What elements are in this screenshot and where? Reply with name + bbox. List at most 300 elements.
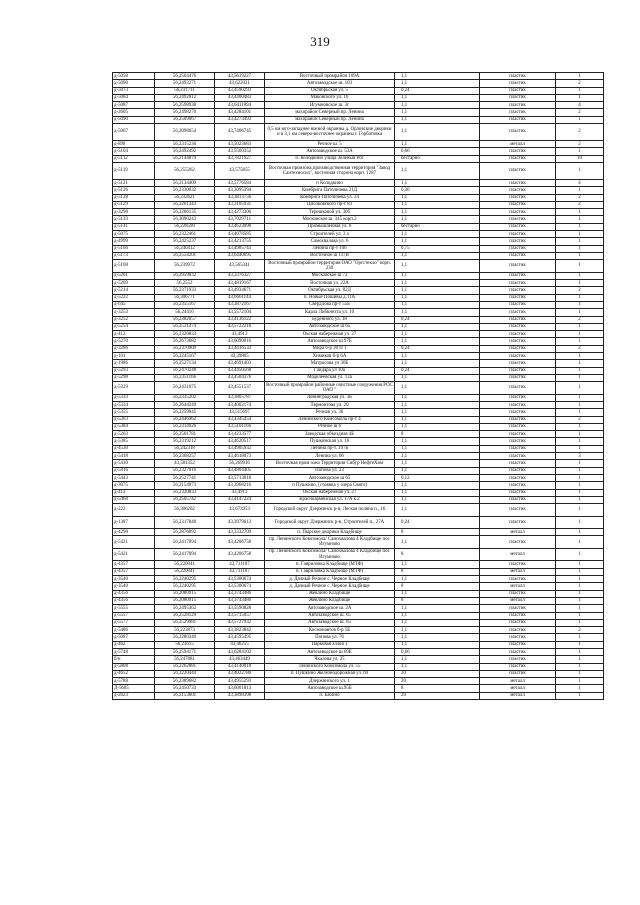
volume-cell: 0,36: [395, 187, 480, 194]
point-id-cell: д-5333: [113, 394, 155, 401]
address-cell: Речная ул. 36: [265, 409, 395, 416]
material-cell: пластик: [480, 453, 556, 460]
volume-cell: 1,1: [395, 109, 480, 116]
longitude-cell: 43,4913: [215, 489, 265, 496]
address-cell: Окская набережная ул. 27: [265, 489, 395, 496]
material-cell: пластик: [480, 612, 556, 619]
address-cell: Гайдара ул 10а: [265, 367, 395, 374]
address-cell: п. Бабино: [265, 692, 395, 699]
count-cell: 1: [556, 548, 604, 561]
volume-cell: 1,1: [395, 287, 480, 294]
volume-cell: 1,1: [395, 438, 480, 445]
table-row: [113, 223, 604, 230]
volume-cell: 0,12: [395, 474, 480, 481]
address-cell: Окская набережная ул. 27: [265, 331, 395, 338]
material-cell: металл: [480, 529, 556, 536]
latitude-cell: 56,2240295: [155, 583, 215, 590]
latitude-cell: 56,220041: [155, 561, 215, 568]
address-cell: Восточный промрайон районные очистные сооружения РОС ОАО ": [266, 382, 393, 393]
count-cell: 1: [556, 116, 604, 123]
volume-cell: 1,1: [395, 260, 480, 273]
volume-cell: 1,1: [395, 536, 480, 549]
material-cell: пластик: [480, 590, 556, 597]
material-cell: пластик: [480, 627, 556, 634]
volume-cell: бестарно: [395, 223, 480, 230]
count-cell: 1: [556, 568, 604, 575]
volume-cell: 1,1: [395, 194, 480, 201]
point-id-cell: д-5421: [113, 548, 155, 561]
point-id-cell: д-5355: [113, 409, 155, 416]
material-cell: пластик: [480, 260, 556, 273]
latitude-cell: 56,2317848: [155, 516, 215, 529]
latitude-cell: 56,2080915: [155, 590, 215, 597]
address-cell: Дзержинского ул. 1: [265, 678, 395, 685]
material-cell: пластик: [480, 536, 556, 549]
material-cell: пластик: [480, 561, 556, 568]
volume-cell: 1,1: [395, 353, 480, 360]
count-cell: 1: [556, 187, 604, 194]
point-id-cell: д-5334: [113, 401, 155, 408]
longitude-cell: 43,6661144: [215, 294, 265, 301]
count-cell: 2: [556, 627, 604, 634]
latitude-cell: 56,2552: [155, 280, 215, 287]
table-row: [113, 670, 604, 677]
table-row: [113, 194, 604, 201]
count-cell: 2: [556, 287, 604, 294]
volume-cell: 1,1: [395, 489, 480, 496]
address-cell: Чкалова ул. 25: [265, 656, 395, 663]
point-id-cell: д-5468: [113, 496, 155, 503]
address-cell: Восточное ш 117В: [265, 252, 395, 259]
volume-cell: 1,1: [395, 216, 480, 223]
material-cell: пластик: [480, 162, 556, 179]
point-id-cell: д-3286: [113, 345, 155, 352]
point-id-cell: д-5166: [113, 245, 155, 252]
table-row: [113, 374, 604, 381]
count-cell: 2: [556, 345, 604, 352]
point-id-cell: д-4999: [113, 238, 155, 245]
count-cell: 1: [556, 597, 604, 604]
address-cell: пр. Ленинского Комсомола/ Самохвалова 4 Кладбище пос Игумново: [265, 548, 395, 561]
table-row: [113, 294, 604, 301]
volume-cell: 0,24: [395, 87, 480, 94]
count-cell: 1: [556, 474, 604, 481]
address-cell: Автозаводское ш 69Е: [265, 649, 395, 656]
latitude-cell: 56,2509067: [155, 116, 215, 123]
material-cell: пластик: [480, 656, 556, 663]
latitude-cell: 56,24416: [155, 309, 215, 316]
point-id-cell: д-5385: [113, 438, 155, 445]
volume-cell: 0,66: [395, 649, 480, 656]
material-cell: металл: [480, 597, 556, 604]
material-cell: пластик: [480, 301, 556, 308]
count-cell: 1: [556, 445, 604, 452]
address-cell: Речное ш 6: [265, 423, 395, 430]
material-cell: пластик: [480, 489, 556, 496]
address-cell: Автозаводское ш 65: [265, 323, 395, 330]
address-cell: Московское ш. 345 корп.2: [265, 216, 395, 223]
point-id-cell: д-5254: [113, 323, 155, 330]
count-cell: 1: [556, 656, 604, 663]
address-cell: Московское ш 72: [265, 272, 395, 279]
point-id-cell: д-5416: [113, 467, 155, 474]
count-cell: 1: [556, 576, 604, 583]
latitude-cell: 56,2154973: [155, 482, 215, 489]
volume-cell: 1,1: [395, 576, 480, 583]
volume-cell: 1,1: [395, 445, 480, 452]
table-row: [113, 252, 604, 259]
count-cell: 1: [556, 489, 604, 496]
table-row: [113, 353, 604, 360]
latitude-cell: 56,2315236: [155, 141, 215, 148]
table-row: [113, 516, 604, 529]
address-cell: п Пушкино, (стоянка у озера Свято): [265, 482, 395, 489]
table-row: [113, 272, 604, 279]
material-cell: пластик: [480, 445, 556, 452]
material-cell: пластик: [480, 482, 556, 489]
material-cell: пластик: [480, 423, 556, 430]
latitude-cell: 56,240412: [155, 245, 215, 252]
volume-cell: 1,1: [395, 141, 480, 148]
count-cell: 1: [556, 438, 604, 445]
address-cell: махорайон Северный пр. Ленина: [265, 109, 395, 116]
address-cell: Парковая аллея 1: [265, 641, 395, 648]
latitude-cell: 56,2351166: [155, 374, 215, 381]
latitude-cell: 56,2529981: [155, 619, 215, 626]
longitude-cell: 43,4078585: [215, 231, 265, 238]
address-cell: Маковского ул. 16: [265, 94, 395, 101]
address-cell: Комбрига Патоличева ул. 24: [265, 194, 395, 201]
volume-cell: 1,1: [395, 231, 480, 238]
address-cell: Матросова ул 30Б: [265, 360, 395, 367]
latitude-cell: 56,2240295: [155, 576, 215, 583]
latitude-cell: 56,2080915: [155, 597, 215, 604]
volume-cell: 1,1: [395, 209, 480, 216]
material-cell: пластик: [480, 576, 556, 583]
latitude-cell: 56,2355167: [155, 301, 215, 308]
count-cell: 1: [556, 663, 604, 670]
table-row: [113, 187, 604, 194]
point-id-cell: д-412: [113, 489, 155, 496]
longitude-cell: 43,4691403: [215, 360, 265, 367]
longitude-cell: 43,4022780: [215, 670, 265, 677]
longitude-cell: 43,565341: [215, 260, 265, 273]
address-cell: Циолковского пр-т 83: [265, 201, 395, 208]
point-id-cell: д-5133: [113, 216, 155, 223]
point-id-cell: д-5087: [113, 102, 155, 109]
latitude-cell: 56,2554201: [155, 252, 215, 259]
longitude-cell: 43,5300674: [215, 576, 265, 583]
count-cell: 1: [556, 504, 604, 517]
count-cell: 1: [556, 323, 604, 330]
address-cell: Октябрьская ул. 5: [265, 87, 395, 94]
address-cell: Октябрьская ул. 82Д: [265, 287, 395, 294]
latitude-cell: 56,242318: [155, 445, 215, 452]
latitude-cell: 56,2330032: [155, 187, 215, 194]
table-row: [113, 453, 604, 460]
longitude-cell: 43,4273306: [215, 209, 265, 216]
longitude-cell: 43,4618073: [215, 453, 265, 460]
longitude-cell: 43,3743486: [215, 590, 265, 597]
latitude-cell: 56,3090243: [155, 216, 215, 223]
volume-cell: 1,1: [395, 124, 480, 141]
volume-cell: 1,1: [395, 80, 480, 87]
latitude-cell: 56,2245167: [155, 353, 215, 360]
point-id-cell: Д-5605: [113, 685, 155, 692]
material-cell: пластик: [480, 663, 556, 670]
table-row: [113, 641, 604, 648]
point-id-cell: б/н: [113, 656, 155, 663]
count-cell: 1: [556, 612, 604, 619]
volume-cell: 1,1: [395, 656, 480, 663]
point-id-cell: д-5090: [113, 80, 155, 87]
count-cell: 2: [556, 124, 604, 141]
address-cell: Промышленная ул. 6: [265, 223, 395, 230]
table-row: [113, 504, 604, 517]
latitude-cell: 56,2431675: [155, 382, 215, 395]
volume-cell: 1,1: [395, 416, 480, 423]
latitude-cell: 56,239972: [155, 260, 215, 273]
latitude-cell: 56,2495362: [155, 605, 215, 612]
longitude-cell: 56,269916: [215, 460, 265, 467]
material-cell: пластик: [480, 216, 556, 223]
table-row: [113, 597, 604, 604]
longitude-cell: 43,5572104: [215, 309, 265, 316]
longitude-cell: 43,4985743: [215, 245, 265, 252]
volume-cell: 1,1: [395, 338, 480, 345]
material-cell: пластик: [480, 367, 556, 374]
address-cell: Красноармейская ул. 17А к.2: [265, 496, 395, 503]
table-row: [113, 162, 604, 179]
longitude-cell: 43,3743486: [215, 597, 265, 604]
count-cell: 1: [556, 338, 604, 345]
latitude-cell: 56,2335202: [155, 394, 215, 401]
volume-cell: 1,1: [395, 201, 480, 208]
volume-cell: 1,1: [395, 272, 480, 279]
point-id-cell: д-5128: [113, 194, 155, 201]
table-row: [113, 445, 604, 452]
point-id-cell: д-1387: [113, 516, 155, 529]
material-cell: пластик: [480, 496, 556, 503]
address-cell: Автозаводское ш.95Б: [265, 685, 395, 692]
material-cell: пластик: [480, 316, 556, 323]
longitude-cell: 43,7406745: [215, 124, 265, 141]
latitude-cell: 56,2320833: [155, 489, 215, 496]
point-id-cell: д-5298: [113, 374, 155, 381]
volume-cell: 1,1: [395, 504, 480, 517]
point-id-cell: д-5214: [113, 287, 155, 294]
point-id-cell: д-5141: [113, 223, 155, 230]
count-cell: 1: [556, 685, 604, 692]
address-cell: Пушкинская ул. 10: [265, 438, 395, 445]
material-cell: металл: [480, 583, 556, 590]
longitude-cell: 43,5300674: [215, 583, 265, 590]
longitude-cell: 43,4400483: [215, 94, 265, 101]
address-cell: п. Пырское дворики Кладбище: [265, 529, 395, 536]
table-row: [113, 231, 604, 238]
table-row: [113, 409, 604, 416]
latitude-cell: 56,2959832: [155, 272, 215, 279]
count-cell: 1: [556, 619, 604, 626]
material-cell: пластик: [480, 460, 556, 467]
point-id-cell: д-4357: [113, 568, 155, 575]
material-cell: пластик: [480, 209, 556, 216]
table-row: [113, 482, 604, 489]
count-cell: 1: [556, 670, 604, 677]
table-row: [113, 316, 604, 323]
table-row: [113, 529, 604, 536]
address-cell: Самохвалова ул. 6: [265, 238, 395, 245]
volume-cell: 0,75: [395, 245, 480, 252]
material-cell: пластик: [480, 73, 556, 80]
material-cell: пластик: [480, 605, 556, 612]
material-cell: пластик: [480, 474, 556, 481]
table-row: [113, 663, 604, 670]
count-cell: 1: [556, 382, 604, 395]
table-row: [113, 201, 604, 208]
table-row: [113, 216, 604, 223]
longitude-cell: 43,3376327: [215, 272, 265, 279]
table-row: [113, 627, 604, 634]
material-cell: пластик: [480, 401, 556, 408]
table-row: [113, 280, 604, 287]
latitude-cell: 56,2262881: [155, 663, 215, 670]
volume-cell: 1,1: [395, 634, 480, 641]
table-row: [113, 116, 604, 123]
count-cell: 1: [556, 467, 604, 474]
count-cell: 1: [556, 649, 604, 656]
address-cell: Карла Либкнехта ул. 10: [265, 309, 395, 316]
volume-cell: 1,1: [395, 590, 480, 597]
volume-cell: 1,1: [395, 663, 480, 670]
material-cell: металл: [480, 692, 556, 699]
volume-cell: 1,1: [395, 301, 480, 308]
count-cell: 1: [556, 394, 604, 401]
table-row: [113, 331, 604, 338]
latitude-cell: 56,2319212: [155, 438, 215, 445]
latitude-cell: 56,306771: [155, 294, 215, 301]
table-row: [113, 590, 604, 597]
table-row: [113, 109, 604, 116]
material-cell: пластик: [480, 331, 556, 338]
table-row: [113, 124, 604, 141]
count-cell: 1: [556, 401, 604, 408]
point-id-cell: д-5293: [113, 367, 155, 374]
address-cell: Ленинского Комсомола пр-т 4: [265, 416, 395, 423]
latitude-cell: 56,2876892: [155, 529, 215, 536]
point-id-cell: д-5087: [113, 634, 155, 641]
table-body: [113, 73, 604, 700]
longitude-cell: 43,4416533: [215, 345, 265, 352]
material-cell: пластик: [480, 619, 556, 626]
table-row: [113, 94, 604, 101]
table-row: [113, 323, 604, 330]
address-cell: Строителей ул. 3 а: [265, 231, 395, 238]
table-row: [113, 489, 604, 496]
table-row: [113, 287, 604, 294]
address-cell: Восточный промрайон территория ОАО "Оргстекло" корп. 239: [265, 260, 395, 273]
point-id-cell: д-222: [113, 504, 155, 517]
latitude-cell: 56,2220444: [155, 670, 215, 677]
longitude-cell: 43,4345454: [215, 416, 265, 423]
count-cell: 1: [556, 280, 604, 287]
point-id-cell: д-5329: [113, 382, 155, 395]
table-row: [113, 576, 604, 583]
latitude-cell: 56,2450733: [155, 685, 215, 692]
table-row: [113, 141, 604, 148]
longitude-cell: 43,5713018: [215, 474, 265, 481]
table-row: [113, 656, 604, 663]
latitude-cell: 56,220041: [155, 568, 215, 575]
count-cell: 1: [556, 309, 604, 316]
volume-cell: 1,1: [395, 116, 480, 123]
volume-cell: 8: [395, 529, 480, 536]
count-cell: 1: [556, 423, 604, 430]
material-cell: пластик: [480, 670, 556, 677]
point-id-cell: д-5555: [113, 605, 155, 612]
count-cell: 1: [556, 561, 604, 568]
longitude-cell: 43,4136122: [215, 316, 265, 323]
address-cell: Автозаводское ш 97Б: [265, 338, 395, 345]
material-cell: пластик: [480, 231, 556, 238]
material-cell: пластик: [480, 155, 556, 162]
table-row: [113, 345, 604, 352]
table-row: [113, 583, 604, 590]
longitude-cell: 43,4273493: [215, 116, 265, 123]
count-cell: 1: [556, 367, 604, 374]
longitude-cell: 43,7821927: [215, 155, 265, 162]
material-cell: пластик: [480, 409, 556, 416]
latitude-cell: 56,2446962: [155, 416, 215, 423]
longitude-cell: 43,4206758: [215, 536, 265, 549]
latitude-cell: 56,223873: [155, 627, 215, 634]
point-id-cell: д-898: [113, 141, 155, 148]
material-cell: металл: [480, 685, 556, 692]
material-cell: пластик: [480, 187, 556, 194]
address-cell: Попова ул. 23: [265, 467, 395, 474]
material-cell: пластик: [480, 634, 556, 641]
address-cell: Свердлова пр-т 55Б: [265, 301, 395, 308]
count-cell: 1: [556, 294, 604, 301]
material-cell: пластик: [480, 87, 556, 94]
point-id-cell: д-1986: [113, 360, 155, 367]
count-cell: 1: [556, 223, 604, 230]
volume-cell: 0,24: [395, 516, 480, 529]
point-id-cell: д-412: [113, 331, 155, 338]
longitude-cell: 43,4206758: [215, 548, 265, 561]
longitude-cell: 43,6090016: [215, 338, 265, 345]
material-cell: пластик: [480, 102, 556, 109]
table-row: [113, 338, 604, 345]
count-cell: 2: [556, 80, 604, 87]
longitude-cell: 43,6411894: [215, 102, 265, 109]
volume-cell: 1,1: [395, 179, 480, 186]
table-row: [113, 148, 604, 155]
address-cell: Автозаводское ш. 65: [265, 612, 395, 619]
longitude-cell: 43,6284102: [215, 649, 265, 656]
address-cell: Ленинского Комсомола ул. 55: [265, 663, 395, 670]
volume-cell: 1,1: [395, 162, 480, 179]
table-row: [113, 431, 604, 438]
longitude-cell: 43,5727932: [215, 619, 265, 626]
address-cell: п. Пушкино Железнодорожная ул. 69: [265, 670, 395, 677]
point-id-cell: д-5557: [113, 612, 155, 619]
point-id-cell: д-5410: [113, 460, 155, 467]
longitude-cell: 43,463449: [215, 656, 265, 663]
longitude-cell: 43,7029711: [215, 216, 265, 223]
latitude-cell: 56,2266135: [155, 209, 215, 216]
material-cell: пластик: [480, 223, 556, 230]
